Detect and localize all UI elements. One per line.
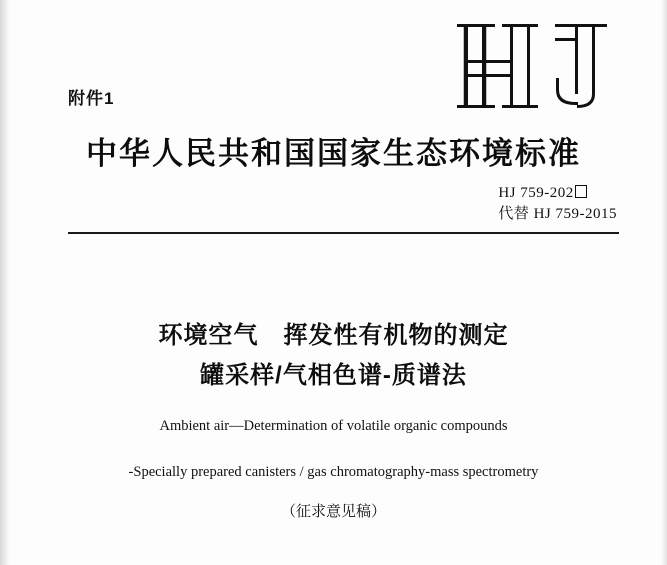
hj-logo	[455, 18, 615, 114]
document-title	[0, 316, 667, 396]
replaces-line: 代替 HJ 759-2015	[498, 206, 617, 222]
horizontal-divider	[68, 232, 619, 234]
standard-title: 中华人民共和国国家生态环境标准	[86, 136, 581, 171]
empty-box-icon	[575, 185, 587, 198]
document-title-line1: 环境空气 挥发性有机物的测定	[158, 322, 509, 349]
standard-number-line	[498, 183, 617, 204]
english-title: Ambient air—Determination of volatile organic compounds	[159, 418, 508, 434]
standard-number-block	[498, 183, 617, 225]
draft-status: （征求意见稿）	[280, 503, 386, 520]
english-subtitle: -Specially prepared canisters / gas chromatography-mass spectrometry	[128, 464, 539, 480]
attachment-label: 附件1	[68, 89, 115, 108]
standard-number: HJ 759-202	[498, 185, 574, 201]
document-title-line2: 罐采样/气相色谱-质谱法	[200, 362, 467, 389]
